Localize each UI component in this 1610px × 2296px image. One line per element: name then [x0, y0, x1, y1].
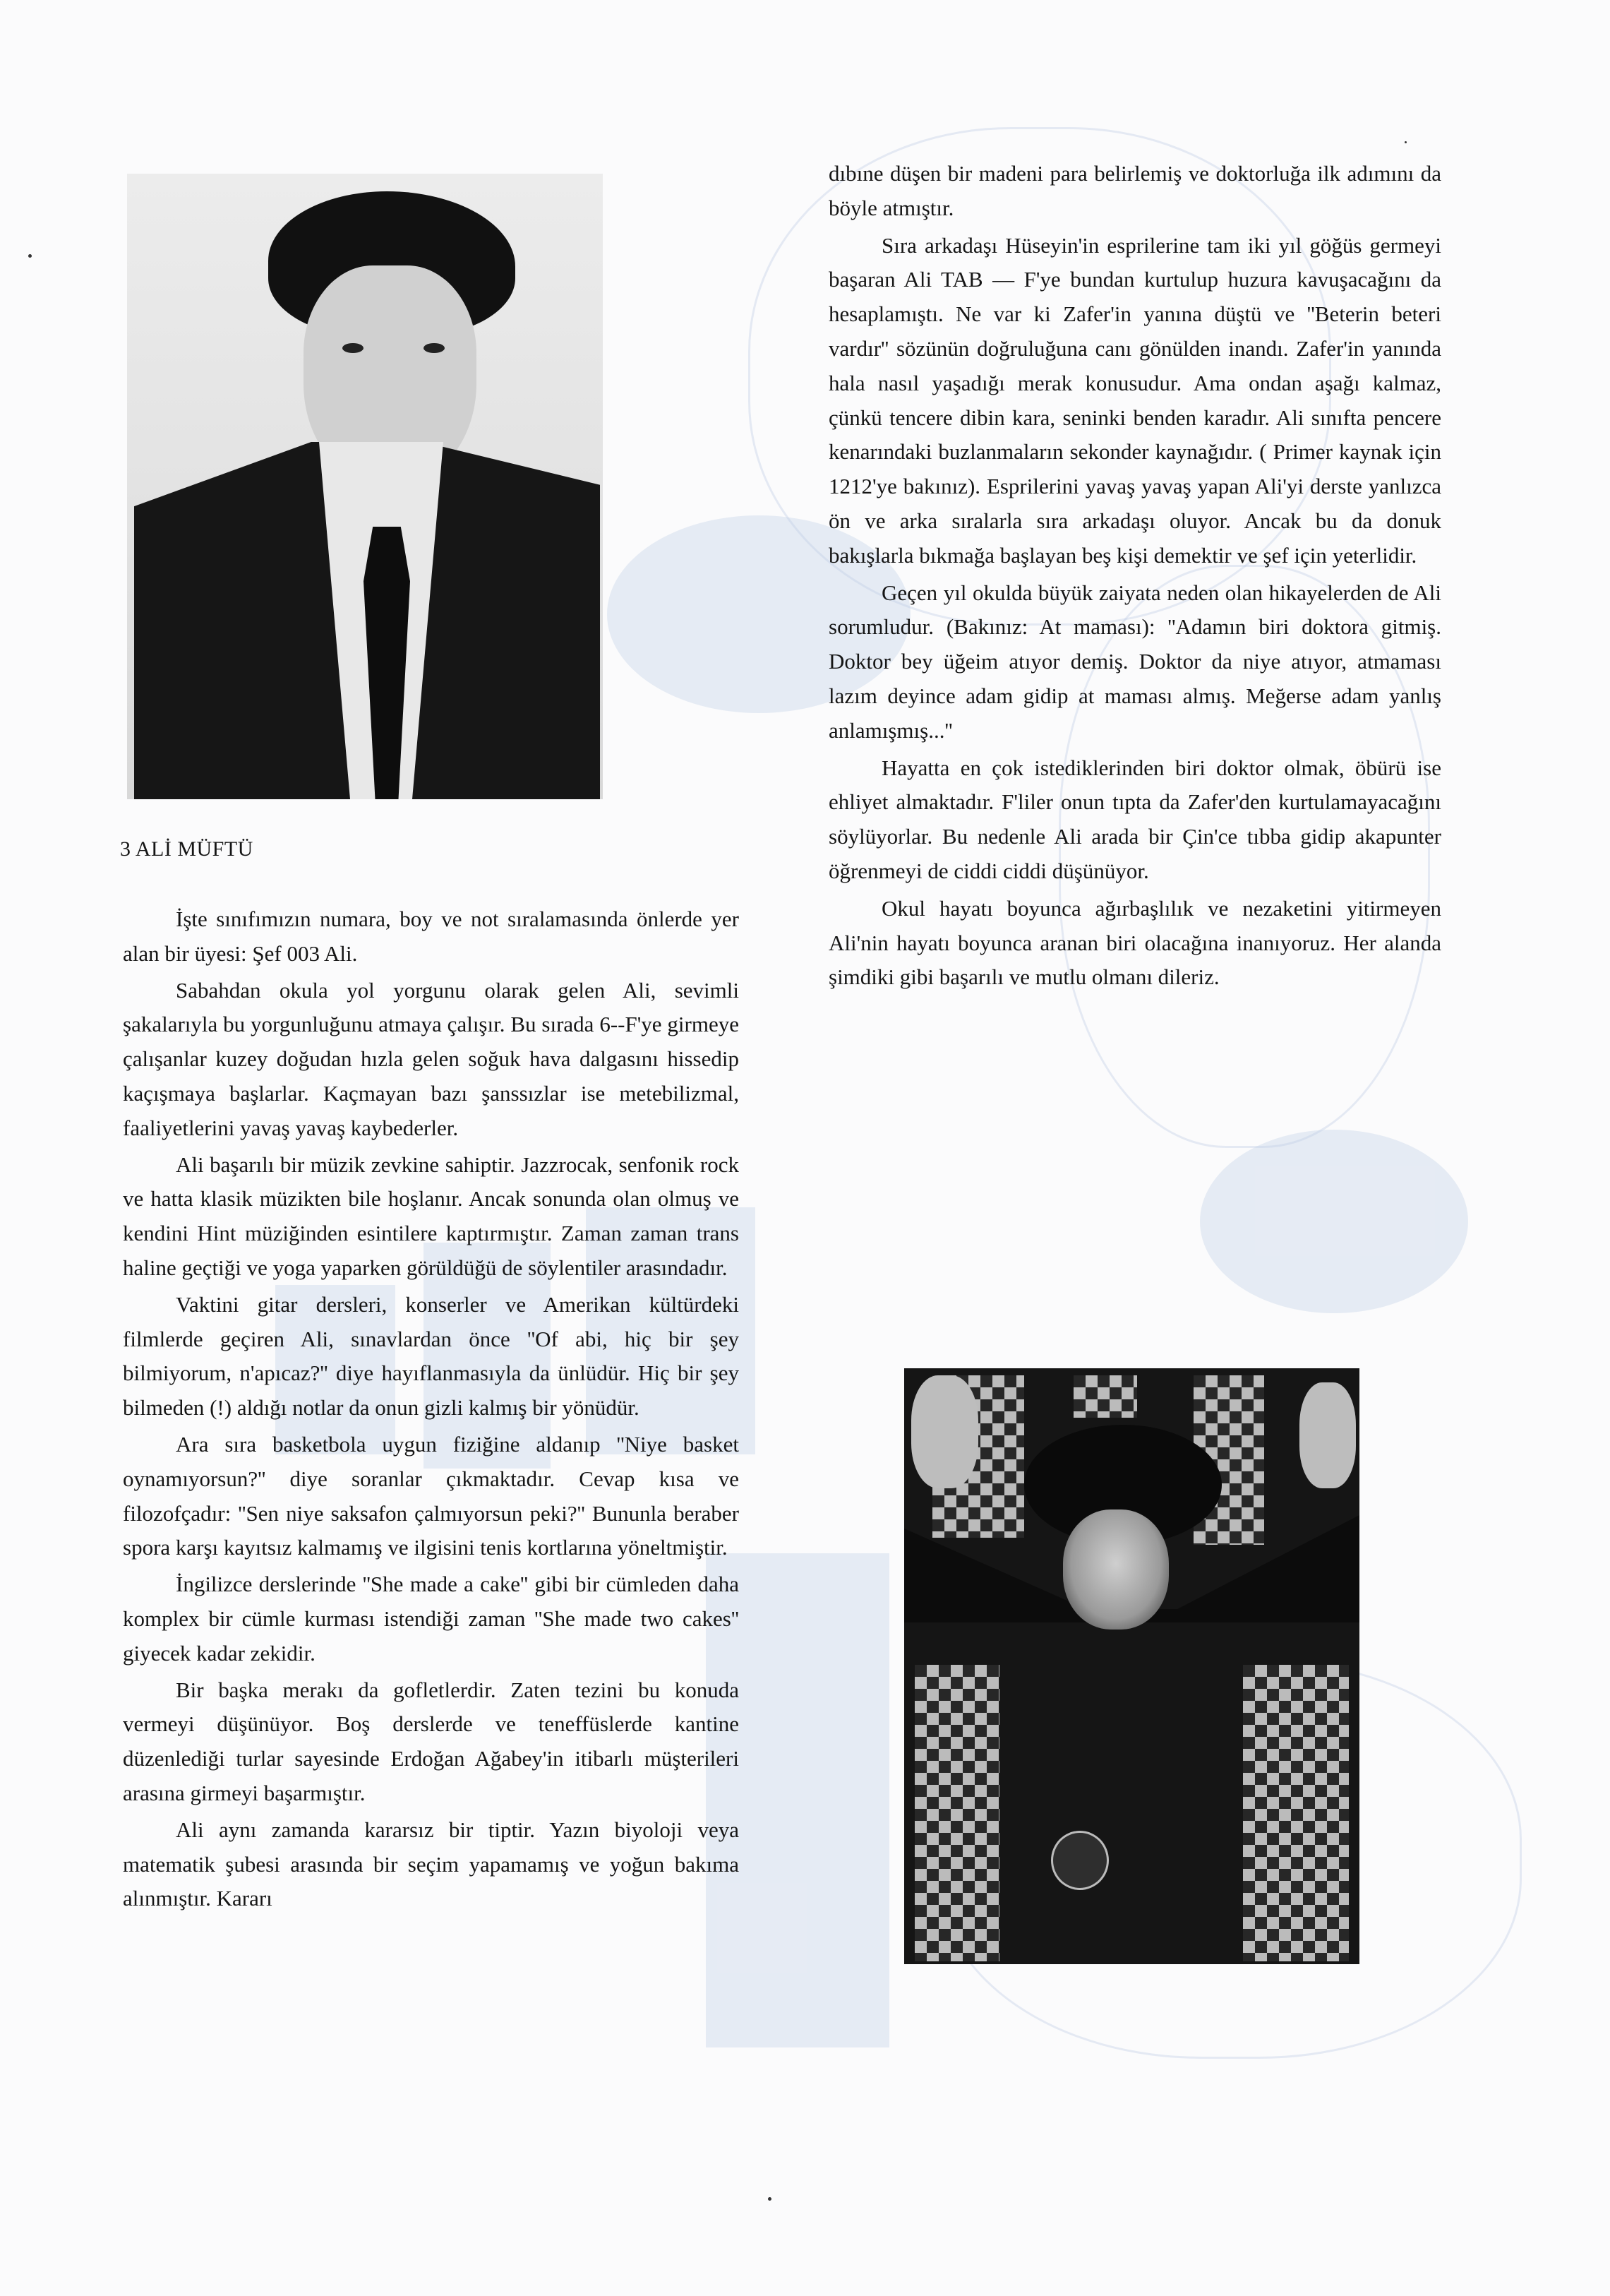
- paragraph: Vaktini gitar dersleri, konserler ve Amerikan kültürdeki filmlerde geçiren Ali, sınavlardan önce ''Of abi, hiç bir şey bilmiyorum, n'apıcaz?'' diye hayıflanmasıyla da ünlüdür. Hiç bir şey bilmeden (!) aldığı notlar da onun gizli kalmış bir yönüdür.: [123, 1291, 739, 1421]
- paragraph: Bir başka merakı da gofletlerdir. Zaten tezini bu konuda vermeyi düşünüyor. Boş derslerde ve teneffüslerde kantine düzenlediği turlar sayesinde Erdoğan Ağabey'in itibarlı müşterileri arasına girmeyi başarmıştır.: [123, 1677, 739, 1805]
- scan-speck: [768, 2197, 771, 2201]
- portrait-photo: [127, 174, 603, 799]
- photo-pattern: [915, 1665, 999, 1961]
- paragraph: Sıra arkadaşı Hüseyin'in esprilerine tam iki yıl göğüs germeyi başaran Ali TAB — F'ye bundan kurtulup huzura kavuşacağını da hesaplamıştı. Ne var ki Zafer'in yanına düştü ve ''Beterin beteri vardır'' sözünün doğruluğuna canı gönülden inandı. Zafer'in yanında hala nasıl yaşadığı merak konusudur. Ama ondan aşağı kalmaz, çünkü tencere dibin kara, seninki benden karadır. Ali sınıfta pencere kenarındaki buzlanmaların sekonder kaynağıdır. ( Primer kaynak için 1212'ye bakınız). Esprilerini yavaş yavaş yapan Ali'yi derste yanlızca ön ve arka sıralarla sıra arkadaşı oluyor. Ancak bu da donuk bakışlarla bıkmağa başlayan beş kişi demektir ve şef için yeterlidir.: [829, 232, 1441, 568]
- childhood-photo: [904, 1368, 1359, 1964]
- photo-badge: [1051, 1831, 1109, 1890]
- article-right-column: [829, 157, 1441, 995]
- portrait-eye: [423, 343, 445, 353]
- paragraph: Ali aynı zamanda kararsız bir tiptir. Yazın biyoloji veya matematik şubesi arasında bir seçim yapamamış ve yoğun bakıma alınmıştır. Kararı: [123, 1817, 739, 1911]
- paragraph: Hayatta en çok istediklerinden biri doktor olmak, öbürü ise ehliyet almaktadır. F'liler onun tıpta da Zafer'den kurtulamayacağını söylüyorlar. Bu nedenle Ali arada bir Çin'ce tıbba gidip akapunter öğrenmeyi de ciddi ciddi düşünüyor.: [829, 755, 1441, 883]
- watermark-shape: [1200, 1130, 1468, 1313]
- photo-hand: [1299, 1382, 1356, 1488]
- portrait-eye: [342, 343, 364, 353]
- scan-speck: [28, 254, 32, 258]
- paragraph: Sabahdan okula yol yorgunu olarak gelen Ali, sevimli şakalarıyla bu yorgunluğunu atmaya çalışır. Bu sırada 6--F'ye girmeye çalışanlar kuzey doğudan hızla gelen soğuk hava dalgasını hissedip kaçışmaya başlarlar. Kaçmayan bazı şanssızlar ise metebilizmal, faaliyetlerini yavaş yavaş kaybederler.: [123, 977, 739, 1140]
- paragraph: Geçen yıl okulda büyük zaiyata neden olan hikayelerden de Ali sorumludur. (Bakınız: At maması): ''Adamın biri doktora gitmiş. Doktor bey üğeim atıyor demiş. Doktor da niye atıyor, atmaması lazım deyince adam gidip at maması almış. Meğerse adam yanlış anlamışmış...'': [829, 580, 1441, 743]
- photo-hand: [911, 1375, 978, 1488]
- paragraph-continuation: dıbıne düşen bir madeni para belirlemiş ve doktorluğa ilk adımını da böyle atmıştır.: [829, 161, 1441, 220]
- article-left-column: [123, 902, 739, 1916]
- paragraph: Ara sıra basketbola uygun fiziğine aldanıp ''Niye basket oynamıyorsun?'' diye soranlar çıkmaktadır. Cevap kısa ve filozofçadır: ''Sen niye saksafon çalmıyorsun peki?'' Bununla beraber spora karşı kayıtsız kalmamış ve ilgisini tenis kortlarına yöneltmiştir.: [123, 1431, 739, 1560]
- photo-pattern: [1243, 1665, 1349, 1961]
- photo-face: [1063, 1509, 1169, 1630]
- student-name-caption: 3 ALİ MÜFTÜ: [120, 837, 253, 861]
- scan-speck: [1405, 141, 1407, 143]
- paragraph: Okul hayatı boyunca ağırbaşlılık ve nezaketini yitirmeyen Ali'nin hayatı boyunca aranan biri olacağına inanıyoruz. Her alanda şimdiki gibi başarılı ve mutlu olmanı dileriz.: [829, 895, 1441, 990]
- paragraph: İngilizce derslerinde ''She made a cake'' gibi bir cümleden daha komplex bir cümle kurması istendiği zaman ''She made two cakes'' giyecek kadar zekidir.: [123, 1572, 739, 1666]
- paragraph: Ali başarılı bir müzik zevkine sahiptir. Jazzrocak, senfonik rock ve hatta klasik müzikten bile hoşlanır. Ancak sonunda olan olmuş ve kendini Hint müziğinden esintilere kaptırmıştır. Zaman zaman trans haline geçtiği ve yoga yaparken görüldüğü de söylentiler arasındadır.: [123, 1152, 739, 1280]
- paragraph: İşte sınıfımızın numara, boy ve not sıralamasında önlerde yer alan bir üyesi: Şef 003 Ali.: [123, 907, 739, 966]
- photo-pattern: [1074, 1375, 1137, 1418]
